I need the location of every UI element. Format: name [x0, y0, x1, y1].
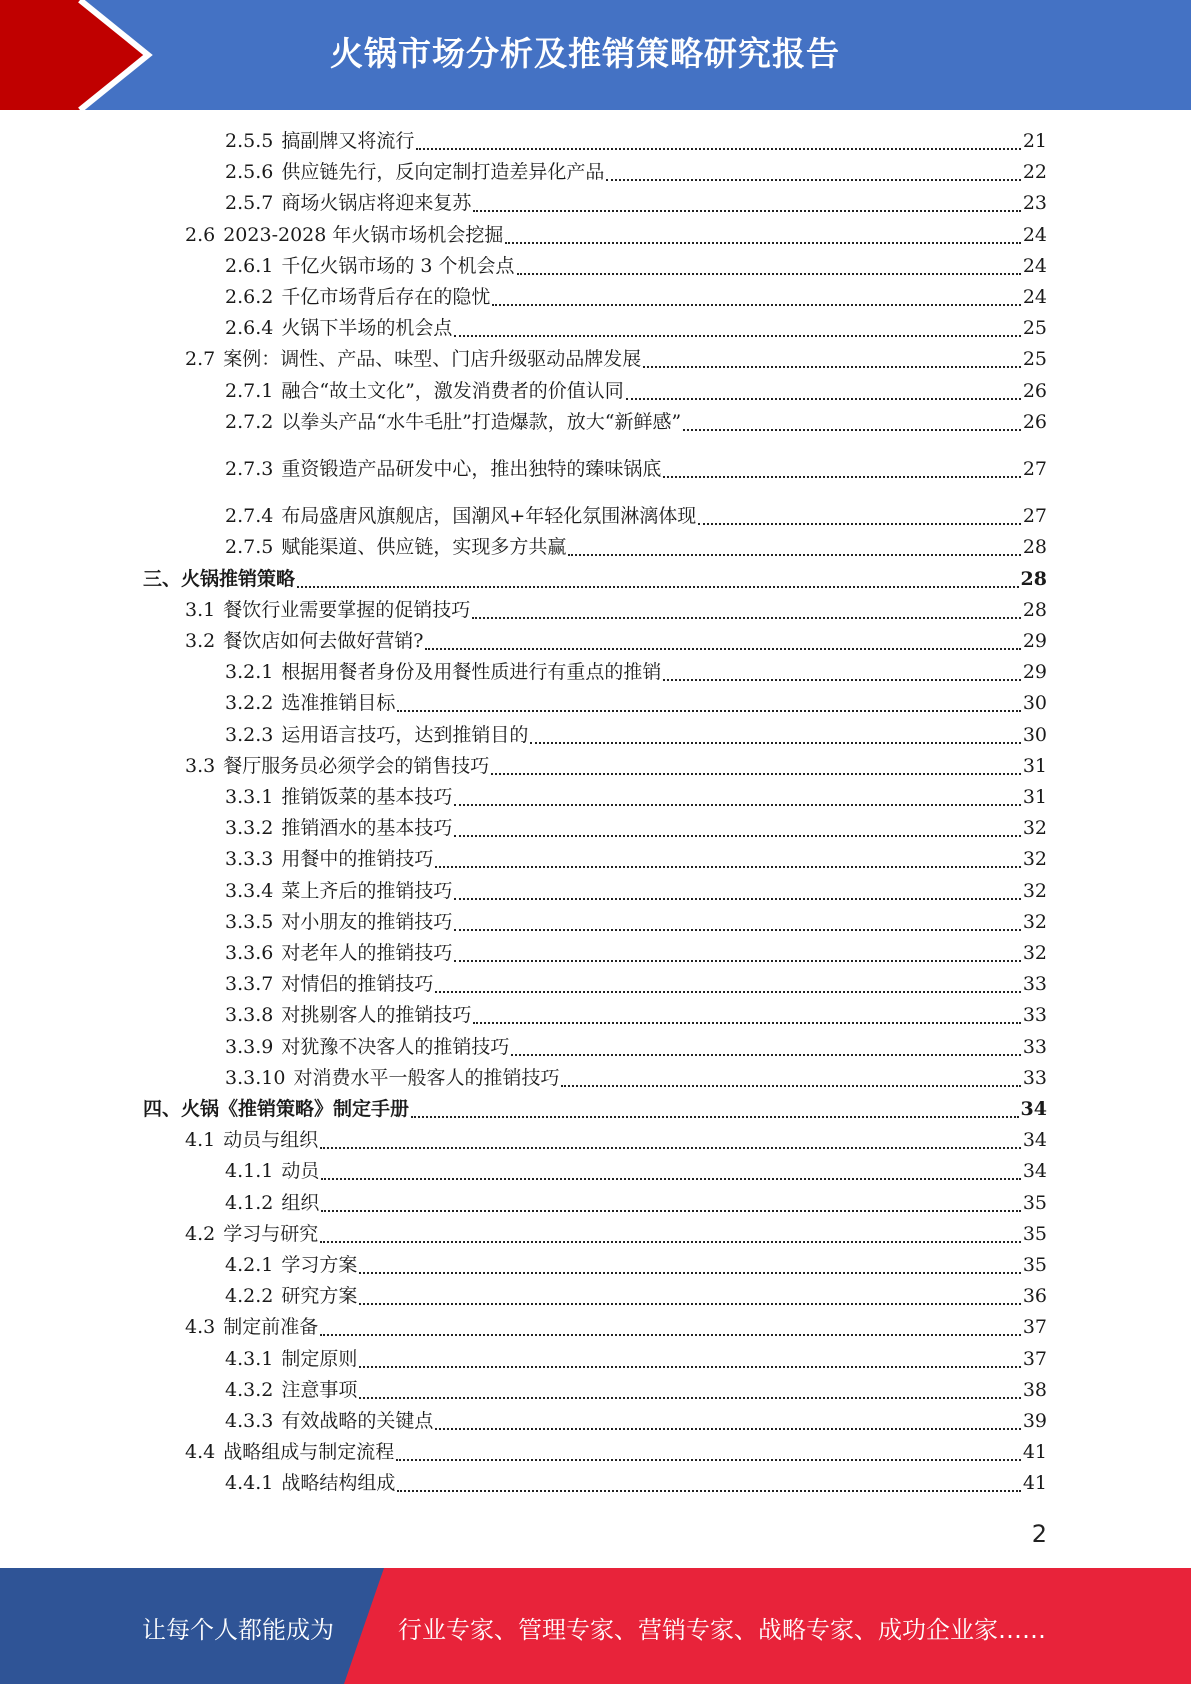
toc-entry-number: 2.7	[185, 348, 216, 371]
toc-leader-dots	[320, 1240, 1021, 1243]
toc-entry-number: 3.3.10	[225, 1066, 286, 1089]
toc-entry-number: 4.2	[185, 1222, 216, 1245]
toc-entry-number: 2.7.1	[225, 379, 274, 402]
toc-entry[interactable]	[185, 1314, 1047, 1340]
toc-entry[interactable]	[225, 1377, 1047, 1403]
toc-entry[interactable]	[225, 1034, 1047, 1060]
toc-entry[interactable]	[225, 456, 1047, 482]
toc-entry-title: 2023-2028 年火锅市场机会挖掘	[223, 223, 504, 246]
toc-entry-title: 对挑剔客人的推销技巧	[281, 1004, 472, 1027]
toc-entry-page: 32	[1022, 910, 1047, 933]
toc-entry-title: 菜上齐后的推销技巧	[281, 879, 453, 902]
toc-entry-page: 32	[1022, 879, 1047, 902]
toc-leader-dots	[454, 803, 1020, 806]
toc-entry-number: 4.1.1	[225, 1160, 274, 1183]
toc-entry-number: 2.7.5	[225, 536, 274, 559]
footer-slogan-right: 行业专家、管理专家、营销专家、战略专家、成功企业家……	[398, 1616, 1046, 1644]
toc-entry-page: 27	[1022, 505, 1047, 528]
toc-entry-number: 2.7.4	[225, 505, 274, 528]
toc-entry-number: 3.2.2	[225, 692, 274, 715]
toc-leader-dots	[411, 1115, 1019, 1118]
toc-leader-dots	[359, 1271, 1020, 1274]
toc-entry-page: 25	[1022, 348, 1047, 371]
toc-leader-dots	[416, 147, 1020, 150]
toc-entry-page: 32	[1022, 817, 1047, 840]
toc-leader-dots	[425, 647, 1020, 650]
toc-entry[interactable]	[225, 253, 1047, 279]
toc-entry-page: 34	[1022, 1129, 1047, 1152]
toc-entry-title: 对老年人的推销技巧	[281, 942, 453, 964]
toc-entry-title: 供应链先行，反向定制打造差异化产品	[281, 161, 605, 184]
toc-leader-dots	[359, 1302, 1020, 1305]
toc-entry-title: 选准推销目标	[281, 692, 396, 715]
toc-entry[interactable]	[225, 378, 1047, 404]
toc-entry[interactable]	[225, 1408, 1047, 1434]
toc-leader-dots	[435, 1427, 1020, 1430]
toc-entry-number: 4.3.1	[225, 1347, 274, 1370]
toc-entry-page: 26	[1022, 410, 1047, 433]
toc-entry[interactable]	[225, 659, 1047, 685]
toc-entry[interactable]	[225, 878, 1047, 904]
toc-entry-title: 案例：调性、产品、味型、门店升级驱动品牌发展	[223, 348, 642, 371]
toc-entry-page: 25	[1022, 317, 1047, 340]
toc-leader-dots	[454, 959, 1020, 962]
toc-entry-title: 对犹豫不决客人的推销技巧	[281, 1035, 510, 1058]
toc-entry-title: 对情侣的推销技巧	[281, 973, 434, 996]
toc-entry-number: 4.3.2	[225, 1378, 274, 1401]
toc-entry-page: 29	[1022, 630, 1047, 652]
toc-entry-page: 35	[1022, 1222, 1047, 1245]
toc-leader-dots	[397, 1489, 1020, 1492]
toc-entry-number: 2.7.2	[225, 410, 274, 433]
toc-entry-title: 重资锻造产品研发中心，推出独特的臻味锅底	[281, 458, 662, 480]
toc-entry-title: 千亿火锅市场的 3 个机会点	[281, 254, 515, 277]
toc-entry-page: 39	[1022, 1410, 1047, 1432]
toc-entry-number: 三、	[143, 567, 182, 590]
toc-entry[interactable]	[225, 315, 1047, 341]
toc-entry-page: 31	[1022, 754, 1047, 777]
toc-leader-dots	[517, 272, 1021, 275]
toc-leader-dots	[397, 709, 1020, 712]
toc-entry-number: 3.3	[185, 754, 216, 777]
toc-leader-dots	[297, 585, 1019, 588]
toc-leader-dots	[530, 741, 1020, 744]
footer-slogan-left: 让每个人都能成为	[142, 1616, 334, 1644]
toc-entry-title: 以拳头产品“水牛毛肚”打造爆款，放大“新鲜感”	[281, 410, 682, 433]
toc-leader-dots	[698, 522, 1021, 525]
toc-entry-page: 24	[1022, 254, 1047, 277]
toc-entry-number: 3.3.4	[225, 879, 274, 902]
toc-entry-page: 36	[1022, 1285, 1047, 1308]
toc-entry-number: 4.2.1	[225, 1254, 274, 1276]
toc-leader-dots	[321, 1209, 1020, 1212]
toc-leader-dots	[435, 990, 1020, 993]
footer-banner	[0, 1568, 1191, 1684]
toc-entry[interactable]	[225, 846, 1047, 872]
toc-entry-page: 33	[1022, 1066, 1047, 1089]
toc-entry-title: 对小朋友的推销技巧	[281, 910, 453, 933]
toc-entry-page: 24	[1022, 286, 1047, 308]
toc-entry-page: 41	[1022, 1441, 1047, 1464]
toc-entry-number: 3.2.3	[225, 723, 274, 746]
toc-entry-title: 餐厅服务员必须学会的销售技巧	[223, 754, 490, 777]
toc-entry-title: 学习与研究	[223, 1222, 319, 1245]
toc-leader-dots	[359, 1365, 1020, 1368]
toc-entry[interactable]	[185, 597, 1047, 623]
toc-entry-number: 4.4	[185, 1441, 216, 1464]
toc-entry[interactable]	[225, 159, 1047, 185]
toc-entry-number: 2.5.7	[225, 192, 274, 215]
toc-entry[interactable]	[185, 222, 1047, 248]
toc-leader-dots	[320, 1333, 1021, 1336]
toc-entry-page: 28	[1022, 536, 1047, 559]
toc-leader-dots	[663, 678, 1020, 681]
toc-entry[interactable]	[225, 503, 1047, 529]
toc-entry-title: 推销酒水的基本技巧	[281, 817, 453, 840]
toc-entry-page: 27	[1022, 458, 1047, 480]
toc-entry-title: 注意事项	[281, 1378, 358, 1401]
toc-entry-title: 战略组成与制定流程	[223, 1441, 395, 1464]
toc-entry-number: 4.2.2	[225, 1285, 274, 1308]
toc-entry-title: 研究方案	[281, 1285, 358, 1308]
toc-leader-dots	[321, 1177, 1020, 1180]
toc-entry[interactable]	[143, 566, 1047, 592]
toc-entry-title: 火锅推销策略	[181, 567, 296, 590]
toc-entry-title: 推销饭菜的基本技巧	[281, 786, 453, 808]
toc-entry-page: 28	[1020, 567, 1047, 590]
toc-entry-number: 2.5.5	[225, 130, 274, 152]
toc-entry-title: 搞副牌又将流行	[281, 130, 415, 152]
toc-entry-title: 组织	[281, 1191, 320, 1214]
toc-entry-page: 38	[1022, 1378, 1047, 1401]
toc-entry[interactable]	[143, 1096, 1047, 1122]
toc-entry[interactable]	[225, 1283, 1047, 1309]
page-number: 2	[1031, 1520, 1047, 1548]
header-banner	[0, 0, 1191, 110]
toc-entry-number: 4.4.1	[225, 1472, 274, 1495]
toc-entry-number: 2.5.6	[225, 161, 274, 184]
toc-entry-number: 4.1.2	[225, 1191, 274, 1214]
toc-entry-number: 4.1	[185, 1129, 216, 1152]
toc-entry-title: 千亿市场背后存在的隐忧	[281, 286, 491, 308]
toc-entry-page: 22	[1022, 161, 1047, 184]
toc-entry[interactable]	[225, 909, 1047, 935]
toc-entry-page: 34	[1022, 1160, 1047, 1183]
toc-leader-dots	[606, 178, 1020, 181]
toc-entry-title: 餐饮店如何去做好营销?	[223, 630, 424, 652]
toc-entry-number: 3.3.6	[225, 942, 274, 964]
toc-leader-dots	[491, 772, 1021, 775]
toc-entry-number: 3.3.5	[225, 910, 274, 933]
toc-entry-title: 餐饮行业需要掌握的促销技巧	[223, 598, 471, 621]
toc-leader-dots	[505, 241, 1020, 244]
toc-leader-dots	[472, 616, 1021, 619]
toc-entry-page: 33	[1022, 1004, 1047, 1027]
toc-entry-title: 动员与组织	[223, 1129, 319, 1152]
toc-entry-number: 2.6.2	[225, 286, 274, 308]
toc-entry-title: 火锅《推销策略》制定手册	[181, 1098, 410, 1120]
toc-entry-page: 30	[1022, 692, 1047, 715]
toc-leader-dots	[568, 553, 1020, 556]
toc-entry-number: 2.6.1	[225, 254, 274, 277]
toc-entry-page: 32	[1022, 942, 1047, 964]
red-chevron-icon	[0, 0, 160, 110]
toc-leader-dots	[454, 897, 1020, 900]
toc-leader-dots	[626, 397, 1021, 400]
toc-entry-page: 32	[1022, 848, 1047, 871]
toc-entry-title: 布局盛唐风旗舰店，国潮风+年轻化氛围淋漓体现	[281, 505, 697, 528]
toc-entry-title: 动员	[281, 1160, 320, 1183]
toc-leader-dots	[663, 475, 1020, 478]
toc-entry-number: 3.2.1	[225, 661, 274, 684]
toc-entry[interactable]	[225, 940, 1047, 966]
toc-entry-number: 4.3	[185, 1316, 216, 1339]
toc-entry-title: 根据用餐者身份及用餐性质进行有重点的推销	[281, 661, 662, 684]
toc-entry[interactable]	[225, 284, 1047, 310]
toc-entry-page: 29	[1022, 661, 1047, 684]
toc-entry-title: 运用语言技巧，达到推销目的	[281, 723, 529, 746]
toc-entry-page: 26	[1022, 379, 1047, 402]
toc-entry[interactable]	[225, 190, 1047, 216]
toc-entry-number: 3.2	[185, 630, 216, 652]
toc-entry[interactable]	[225, 1252, 1047, 1278]
toc-leader-dots	[454, 928, 1020, 931]
document-title: 火锅市场分析及推销策略研究报告	[330, 34, 840, 73]
toc-entry-title: 赋能渠道、供应链，实现多方共赢	[281, 536, 567, 559]
toc-leader-dots	[454, 834, 1020, 837]
toc-entry-title: 制定前准备	[223, 1316, 319, 1339]
toc-entry-page: 41	[1022, 1472, 1047, 1495]
toc-entry-title: 商场火锅店将迎来复苏	[281, 192, 472, 215]
toc-entry[interactable]	[185, 346, 1047, 372]
toc-entry[interactable]	[185, 1127, 1047, 1153]
toc-entry-page: 23	[1022, 192, 1047, 215]
toc-entry-number: 2.7.3	[225, 458, 274, 480]
toc-entry[interactable]	[185, 753, 1047, 779]
toc-leader-dots	[473, 1021, 1020, 1024]
toc-entry[interactable]	[185, 1439, 1047, 1465]
toc-leader-dots	[492, 303, 1020, 306]
toc-entry-number: 2.6.4	[225, 317, 274, 340]
toc-entry-page: 33	[1022, 1035, 1047, 1058]
toc-entry-number: 3.1	[185, 598, 216, 621]
toc-entry-page: 33	[1022, 973, 1047, 996]
toc-entry-page: 21	[1022, 130, 1047, 152]
toc-entry-number: 3.3.9	[225, 1035, 274, 1058]
toc-entry-title: 制定原则	[281, 1347, 358, 1370]
toc-entry[interactable]	[225, 1065, 1047, 1091]
toc-entry[interactable]	[225, 409, 1047, 435]
toc-entry-number: 3.3.2	[225, 817, 274, 840]
toc-entry-number: 4.3.3	[225, 1410, 274, 1432]
toc-entry-page: 30	[1022, 723, 1047, 746]
toc-entry[interactable]	[225, 722, 1047, 748]
toc-leader-dots	[561, 1084, 1020, 1087]
toc-entry-number: 3.3.3	[225, 848, 274, 871]
toc-entry[interactable]	[225, 128, 1047, 154]
toc-entry[interactable]	[225, 815, 1047, 841]
toc-entry-title: 战略结构组成	[281, 1472, 396, 1495]
toc-entry-title: 火锅下半场的机会点	[281, 317, 453, 340]
toc-leader-dots	[435, 865, 1020, 868]
toc-entry[interactable]	[185, 1221, 1047, 1247]
toc-leader-dots	[473, 209, 1020, 212]
toc-leader-dots	[643, 365, 1021, 368]
toc-entry-page: 35	[1022, 1254, 1047, 1276]
toc-entry-number: 3.3.8	[225, 1004, 274, 1027]
toc-entry[interactable]	[225, 1002, 1047, 1028]
toc-entry[interactable]	[225, 784, 1047, 810]
toc-entry[interactable]	[225, 1190, 1047, 1216]
toc-entry[interactable]	[225, 1158, 1047, 1184]
toc-entry[interactable]	[225, 1470, 1047, 1496]
toc-entry-page: 31	[1022, 786, 1047, 808]
toc-entry-page: 28	[1022, 598, 1047, 621]
toc-entry[interactable]	[225, 534, 1047, 560]
toc-entry[interactable]	[225, 690, 1047, 716]
toc-entry[interactable]	[225, 1346, 1047, 1372]
toc-entry-title: 对消费水平一般客人的推销技巧	[293, 1066, 560, 1089]
toc-entry[interactable]	[185, 628, 1047, 654]
toc-entry-title: 有效战略的关键点	[281, 1410, 434, 1432]
toc-entry-page: 35	[1022, 1191, 1047, 1214]
toc-leader-dots	[511, 1053, 1020, 1056]
toc-entry-number: 四、	[143, 1098, 182, 1120]
toc-entry[interactable]	[225, 971, 1047, 997]
toc-entry-title: 融合“故土文化”，激发消费者的价值认同	[281, 379, 624, 402]
toc-entry-page: 37	[1022, 1316, 1047, 1339]
toc-entry-number: 3.3.7	[225, 973, 274, 996]
toc-entry-number: 2.6	[185, 223, 216, 246]
toc-leader-dots	[396, 1458, 1021, 1461]
toc-entry-page: 24	[1022, 223, 1047, 246]
toc-leader-dots	[454, 334, 1020, 337]
toc-entry-page: 34	[1020, 1098, 1047, 1120]
toc-leader-dots	[359, 1396, 1020, 1399]
toc-entry-title: 用餐中的推销技巧	[281, 848, 434, 871]
toc-entry-number: 3.3.1	[225, 786, 274, 808]
toc-leader-dots	[683, 428, 1021, 431]
toc-leader-dots	[320, 1146, 1021, 1149]
toc-entry-page: 37	[1022, 1347, 1047, 1370]
toc-entry-title: 学习方案	[281, 1254, 358, 1276]
